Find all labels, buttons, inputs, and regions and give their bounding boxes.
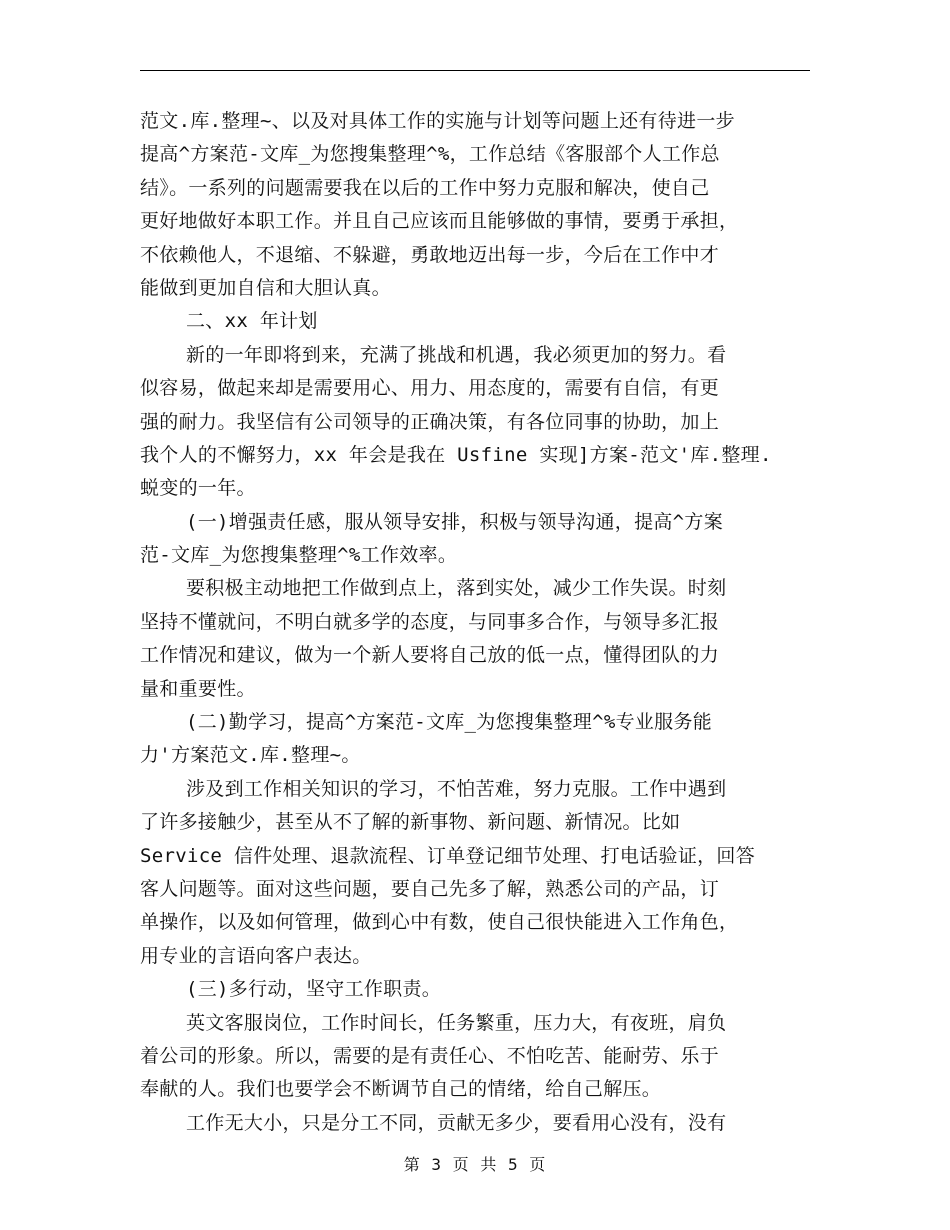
text-line: 更好地做好本职工作。并且自己应该而且能够做的事情，要勇于承担，: [140, 210, 739, 233]
text-line: 提高^方案范-文库_为您搜集整理^%，工作总结《客服部个人工作总: [140, 143, 720, 166]
text-line: 工作无大小，只是分工不同，贡献无多少，要看用心没有，没有: [186, 1111, 727, 1134]
text-line: 新的一年即将到来，充满了挑战和机遇，我必须更加的努力。看: [186, 343, 727, 366]
text-line: 工作情况和建议，做为一个新人要将自己放的低一点，懂得团队的力: [140, 644, 720, 667]
text-line: 强的耐力。我坚信有公司领导的正确决策，有各位同事的协助，加上: [140, 410, 720, 433]
text-line: 客人问题等。面对这些问题，要自己先多了解，熟悉公司的产品，订: [140, 877, 720, 900]
text-line: 不依赖他人，不退缩、不躲避，勇敢地迈出每一步，今后在工作中才: [140, 243, 720, 266]
text-line: (一)增强责任感，服从领导安排，积极与领导沟通，提高^方案: [186, 510, 724, 533]
document-body: [140, 105, 810, 1140]
text-line: (二)勤学习，提高^方案范-文库_为您搜集整理^%专业服务能: [186, 711, 713, 734]
text-line: (三)多行动，坚守工作职责。: [186, 978, 442, 1001]
text-line: 量和重要性。: [140, 677, 256, 700]
text-line: 范-文库_为您搜集整理^%工作效率。: [140, 544, 458, 567]
text-line: Service 信件处理、退款流程、订单登记细节处理、打电话验证，回答: [140, 844, 756, 867]
text-line: 坚持不懂就问，不明白就多学的态度，与同事多合作，与领导多汇报: [140, 610, 720, 633]
text-line: 要积极主动地把工作做到点上，落到实处，减少工作失误。时刻: [186, 577, 727, 600]
text-line: 着公司的形象。所以，需要的是有责任心、不怕吃苦、能耐劳、乐于: [140, 1044, 720, 1067]
text-line: 了许多接触少，甚至从不了解的新事物、新问题、新情况。比如: [140, 811, 681, 834]
page-number: 第 3 页 共 5 页: [403, 1155, 547, 1174]
text-line: 结》。一系列的问题需要我在以后的工作中努力克服和解决，使自己: [140, 176, 710, 199]
text-line: 奉献的人。我们也要学会不断调节自己的情绪，给自己解压。: [140, 1078, 662, 1101]
text-line: 英文客服岗位，工作时间长，任务繁重，压力大，有夜班，肩负: [186, 1011, 727, 1034]
text-line: 单操作，以及如何管理，做到心中有数，使自己很快能进入工作角色，: [140, 911, 739, 934]
text-line: 用专业的言语向客户表达。: [140, 944, 372, 967]
text-line: 蜕变的一年。: [140, 477, 256, 500]
text-line: 力'方案范文.库.整理~。: [140, 744, 361, 767]
text-line: 能做到更加自信和大胆认真。: [140, 276, 391, 299]
text-line: 范文.库.整理~、以及对具体工作的实施与计划等问题上还有待进一步: [140, 110, 735, 132]
text-line: 涉及到工作相关知识的学习，不怕苦难，努力克服。工作中遇到: [186, 777, 727, 800]
header-rule: [140, 70, 810, 71]
text-line: 二、xx 年计划: [186, 310, 318, 333]
text-line: 似容易，做起来却是需要用心、用力、用态度的，需要有自信，有更: [140, 377, 720, 400]
text-line: 我个人的不懈努力，xx 年会是我在 Usfine 实现]方案-范文'库.整理.: [140, 443, 772, 466]
